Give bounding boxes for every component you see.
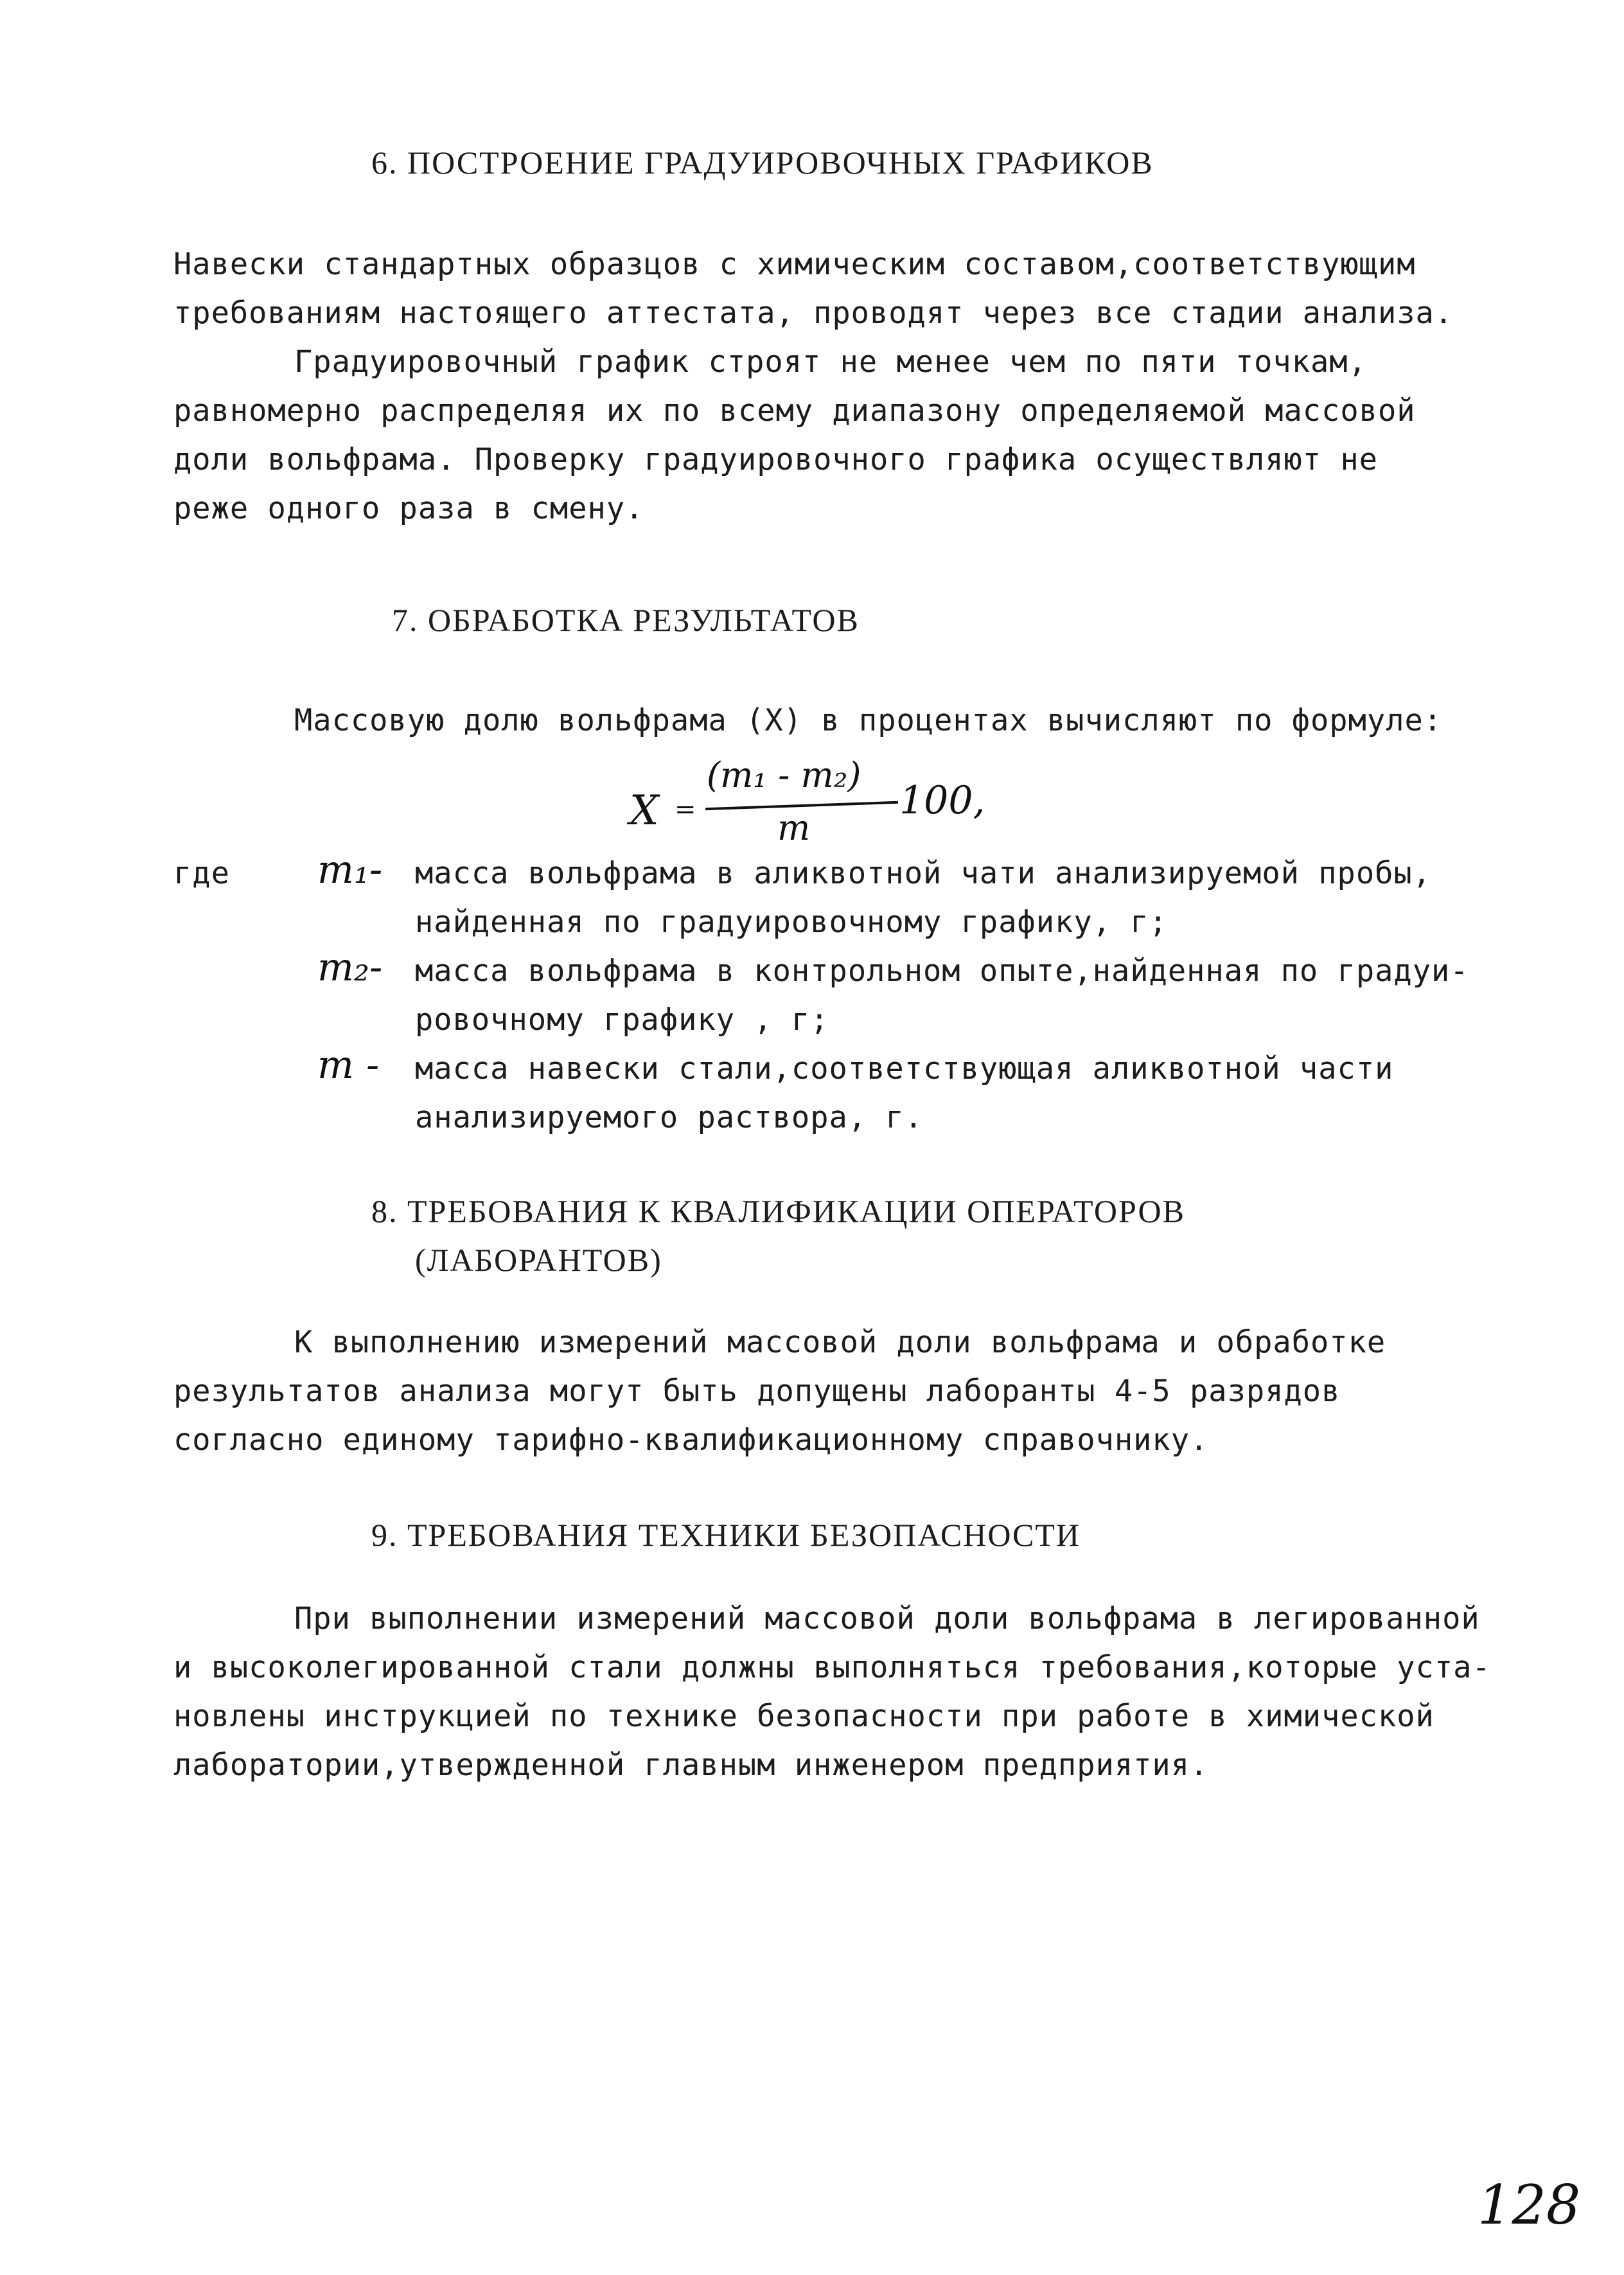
section-6-line: требованиям настоящего аттестата, проводят через все стадии анализа.	[173, 296, 1454, 331]
section-9-line: и высоколегированной стали должны выполняться требования,которые уста-	[173, 1650, 1491, 1685]
tungsten-fraction-formula	[630, 755, 1041, 848]
definition-line: ровочному графику , г;	[415, 1002, 829, 1038]
section-9-line: лаборатории,утвержденной главным инженером предприятия.	[173, 1748, 1209, 1783]
formula-equals: =	[675, 795, 696, 824]
section-6-line: Градуировочный график строят не менее чем по пяти точкам,	[294, 344, 1367, 380]
where-label: где	[173, 856, 230, 891]
formula-lhs: X	[630, 787, 659, 835]
definition-symbol-m1: m₁-	[317, 847, 383, 892]
section-9-line: При выполнении измерений массовой доли вольфрама в легированной	[294, 1601, 1480, 1636]
section-6-line: Навески стандартных образцов с химическим составом,соответствующим	[173, 247, 1416, 282]
section-6-heading: 6. ПОСТРОЕНИЕ ГРАДУИРОВОЧНЫХ ГРАФИКОВ	[371, 145, 1154, 181]
section-8-line: результатов анализа могут быть допущены лаборанты 4-5 разрядов	[173, 1374, 1341, 1409]
section-6-line: равномерно распределяя их по всему диапазону определяемой массовой	[173, 393, 1416, 429]
definition-line: найденная по градуировочному графику, г;	[415, 905, 1168, 940]
section-8-line: согласно единому тарифно-квалификационному справочнику.	[173, 1422, 1209, 1458]
section-8-heading: 8. ТРЕБОВАНИЯ К КВАЛИФИКАЦИИ ОПЕРАТОРОВ	[371, 1193, 1185, 1229]
section-9-line: новлены инструкцией по технике безопасности при работе в химической	[173, 1699, 1434, 1734]
section-9-heading: 9. ТРЕБОВАНИЯ ТЕХНИКИ БЕЗОПАСНОСТИ	[371, 1517, 1081, 1553]
definition-line: анализируемого раствора, г.	[415, 1100, 924, 1135]
definition-line: масса вольфрама в аликвотной чати анализируемой пробы,	[415, 856, 1432, 891]
section-6-line: реже одного раза в смену.	[173, 491, 644, 526]
section-8-heading-continued: (ЛАБОРАНТОВ)	[415, 1242, 662, 1278]
formula-multiplier: 100,	[899, 778, 985, 823]
page-number: 128	[1478, 2173, 1581, 2236]
formula-intro: Массовую долю вольфрама (Х) в процентах вычисляют по формуле:	[294, 703, 1443, 738]
definition-line: масса навески стали,соответствующая аликвотной части	[415, 1051, 1394, 1086]
definition-symbol-m: m -	[317, 1043, 380, 1088]
section-7-heading: 7. ОБРАБОТКА РЕЗУЛЬТАТОВ	[392, 602, 860, 638]
section-6-line: доли вольфрама. Проверку градуировочного графика осуществляют не	[173, 442, 1378, 477]
section-8-line: К выполнению измерений массовой доли вольфрама и обработке	[294, 1325, 1386, 1360]
formula-numerator: (m₁ - m₂)	[707, 755, 861, 795]
definition-symbol-m2: m₂-	[317, 945, 383, 990]
definition-line: масса вольфрама в контрольном опыте,найденная по градуи-	[415, 953, 1469, 989]
formula-denominator: m	[777, 808, 811, 848]
